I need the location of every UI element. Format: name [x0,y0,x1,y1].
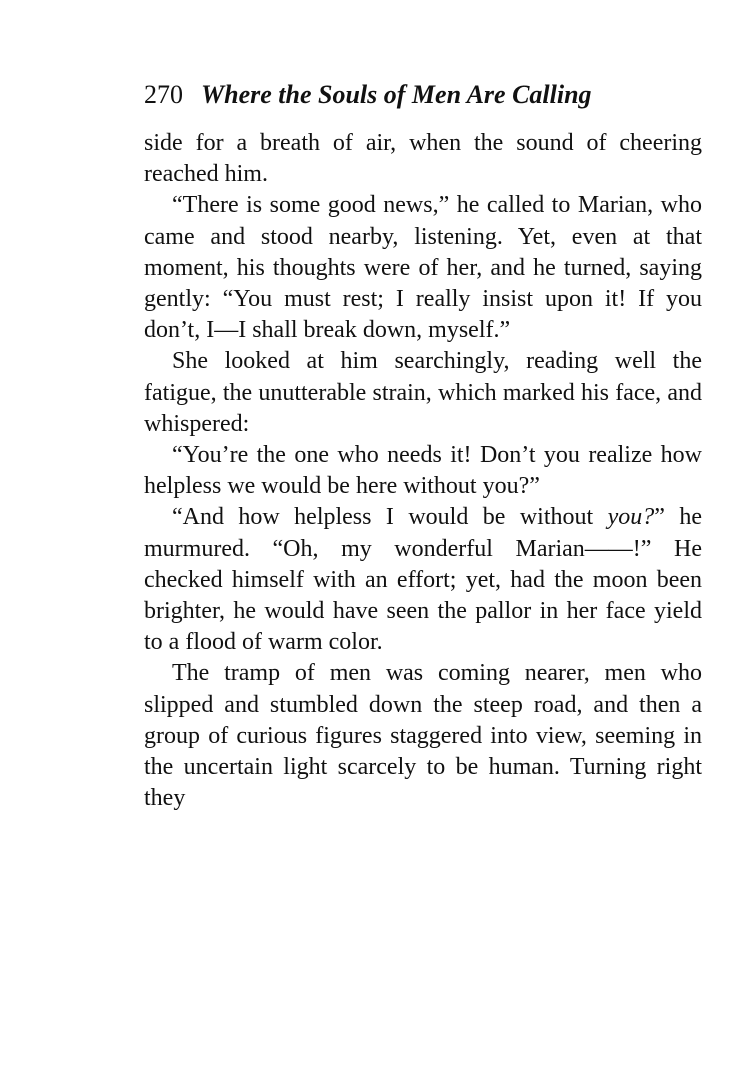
paragraph-6: The tramp of men was coming nearer, men who slipped and stumbled down the steep road, and then a group of curious figures staggered into view, seeming in the uncertain light scarcely to be human. Turning right they [144,660,702,812]
book-page [144,78,702,814]
paragraph-5-emphasis: you? [607,504,655,531]
paragraph-1: side for a breath of air, when the sound of cheering reached him. [144,130,702,188]
paragraph-5-start: “And how helpless I would be without [172,504,608,531]
running-head [144,78,702,112]
running-title: Where the Souls of Men Are Calling [201,80,592,109]
paragraph-3: She looked at him searchingly, reading well the fatigue, the unutterable strain, which marked his face, and whispered: [144,348,702,437]
paragraph-5 [144,502,702,658]
page-number: 270 [144,80,183,109]
paragraph-4: “You’re the one who needs it! Don’t you realize how helpless we would be here without you?” [144,442,702,500]
paragraph-2: “There is some good news,” he called to Marian, who came and stood nearby, listening. Yet, even at that moment, his thoughts were of her, and he turned, saying gently: “You must rest; I really insist upon it! If you don’t, I—I shall break down, myself.” [144,192,702,344]
paragraph-5-end: ” he murmured. “Oh, my wonderful Marian——!” He checked himself with an effort; yet, had the moon been brighter, he would have seen the pallor in her face yield to a flood of warm color. [144,504,702,656]
